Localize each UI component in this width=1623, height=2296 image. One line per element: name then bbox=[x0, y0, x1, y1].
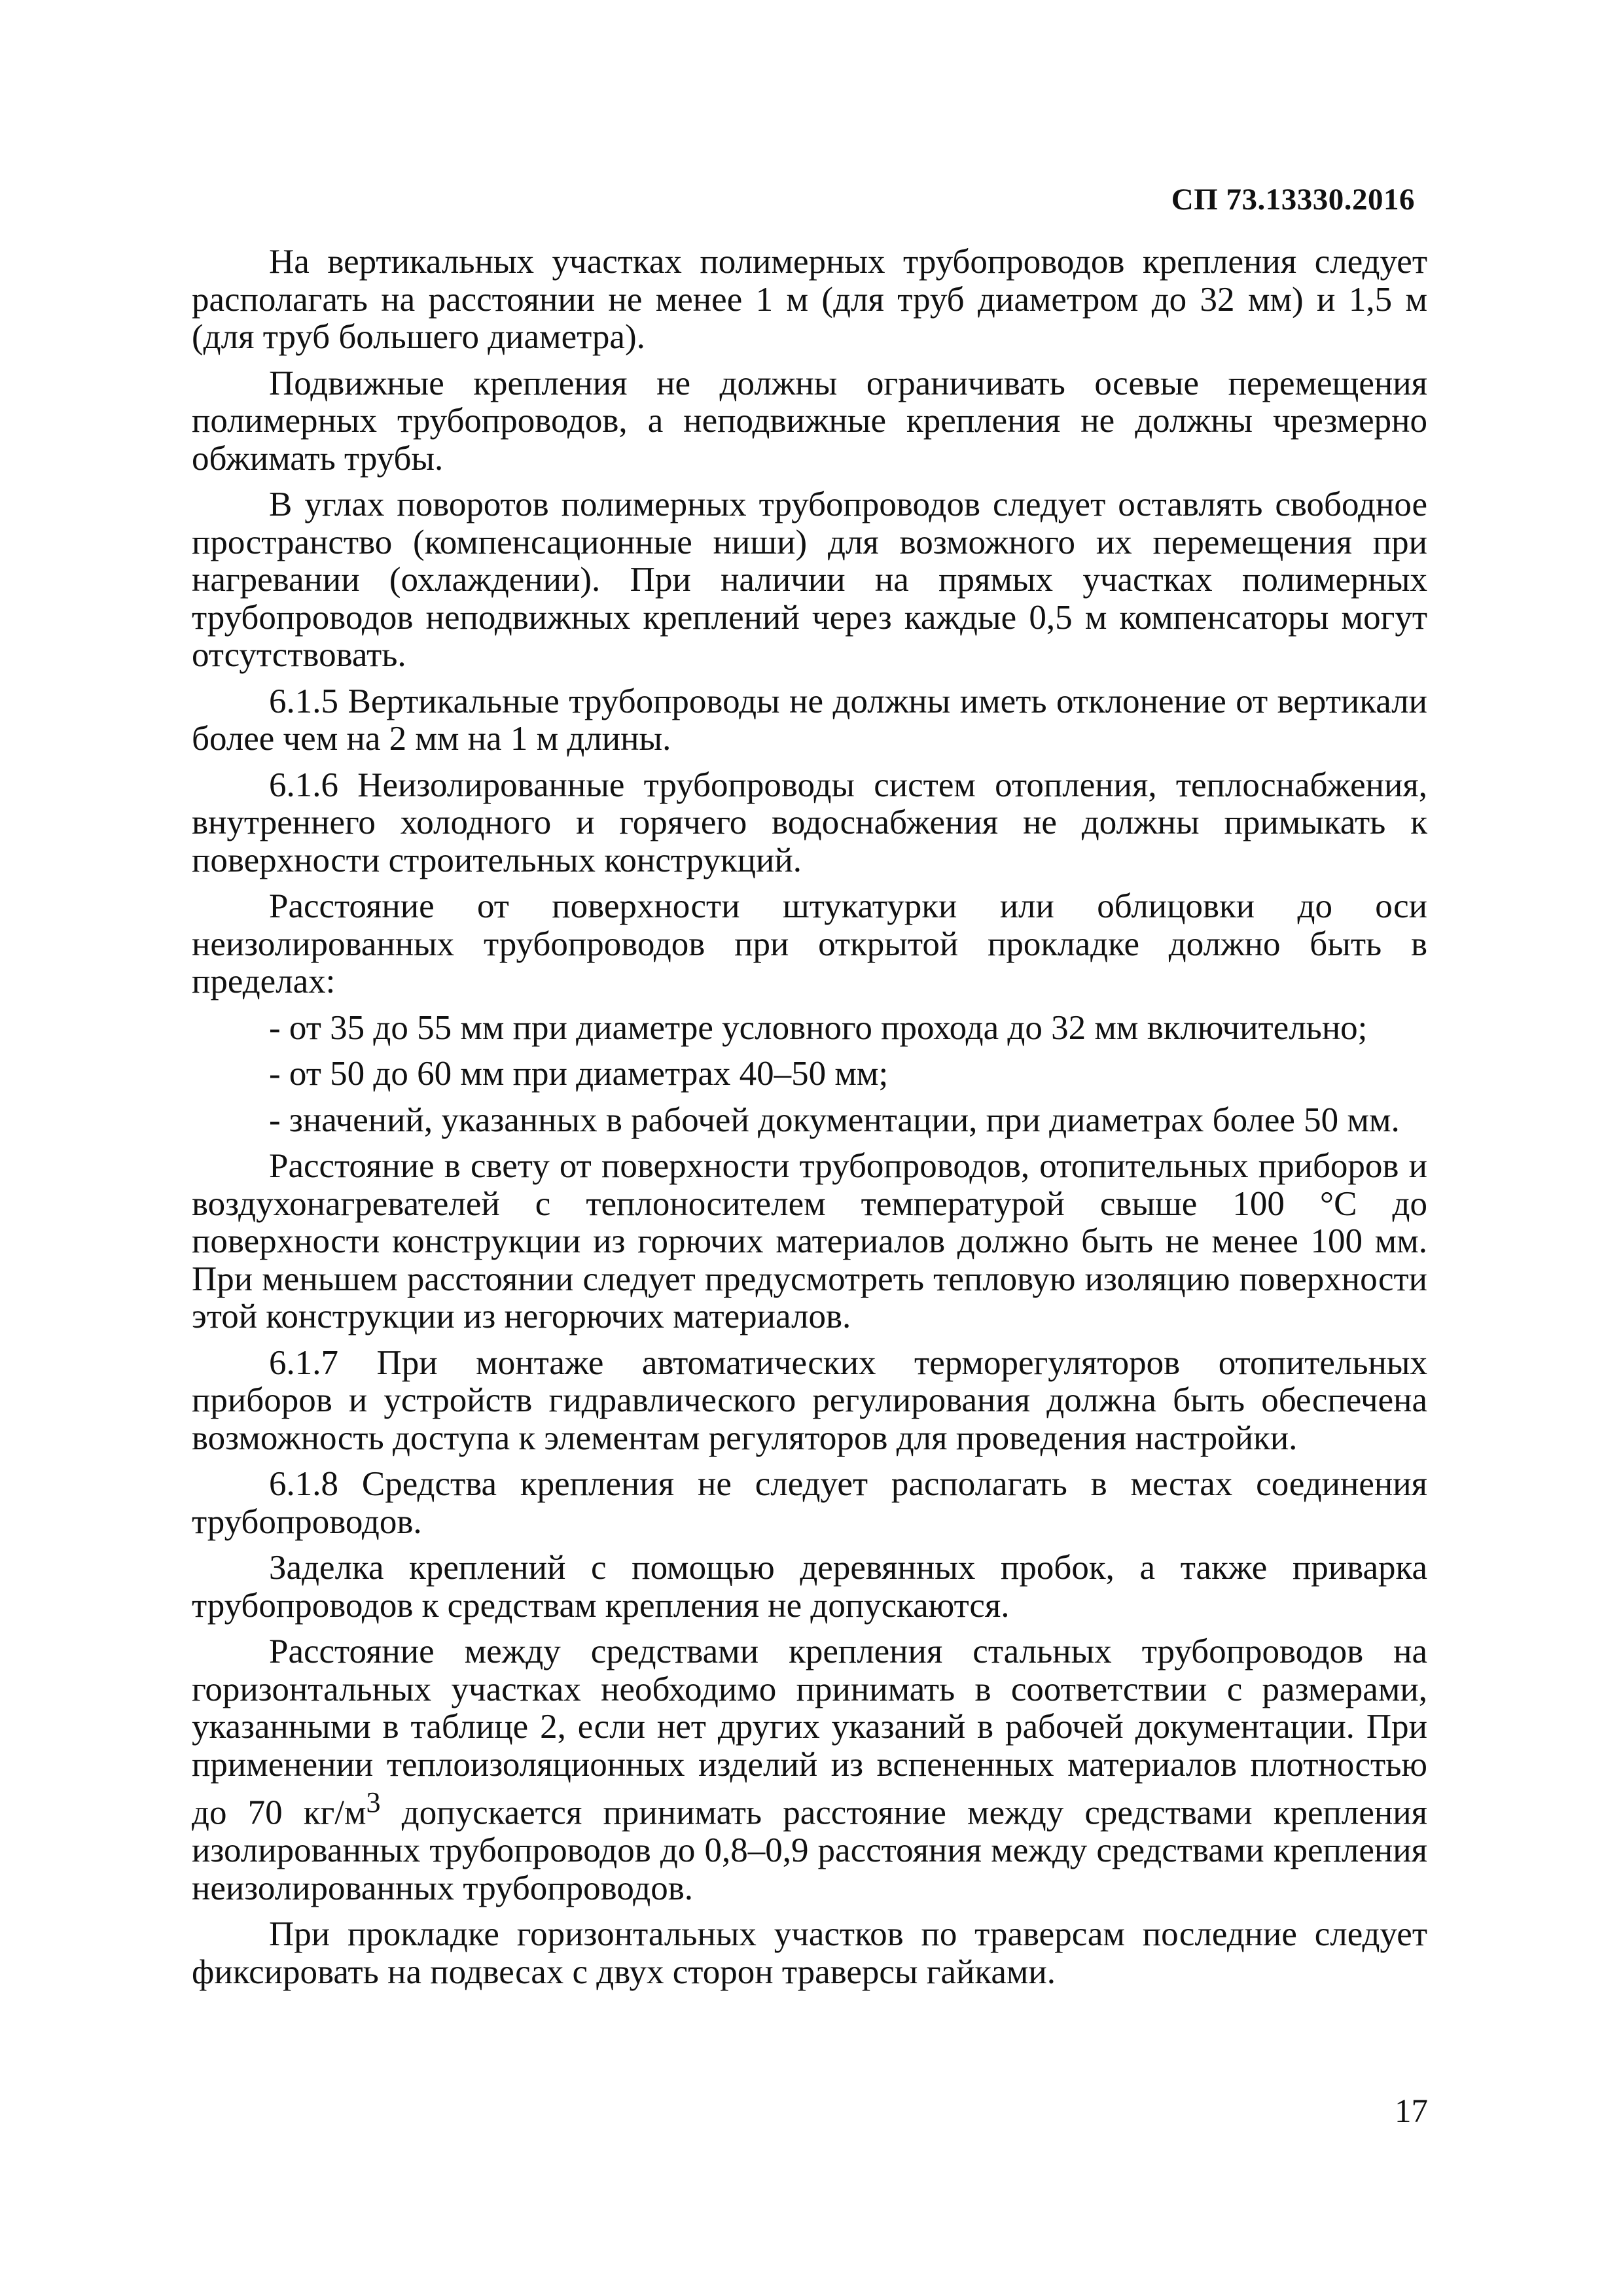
document-code: СП 73.13330.2016 bbox=[1171, 183, 1415, 217]
paragraph: 6.1.8 Средства крепления не следует располагать в местах соединения трубопроводов. bbox=[192, 1465, 1427, 1541]
paragraph-text-start: Расстояние между средствами крепления стальных трубопроводов на горизонтальных участках необходимо принимать в соответствии с размерами, указанными в таблице 2, если нет других указаний в рабочей документации. При применении теплоизоляционных изделий из вспененных материалов плотностью до 70 кг/м bbox=[192, 1633, 1427, 1832]
body-text bbox=[192, 243, 1427, 1991]
paragraph: Расстояние в свету от поверхности трубопроводов, отопительных приборов и воздухонагревателей с теплоносителем температурой свыше 100 °С до поверхности конструкции из горючих материалов должно быть не менее 100 мм. При меньшем расстоянии следует предусмотреть тепловую изоляцию поверхности этой конструкции из негорючих материалов. bbox=[192, 1147, 1427, 1335]
paragraph: Заделка креплений с помощью деревянных пробок, а также приварка трубопроводов к средствам крепления не допускаются. bbox=[192, 1549, 1427, 1625]
paragraph: 6.1.6 Неизолированные трубопроводы систем отопления, теплоснабжения, внутреннего холодного и горячего водоснабжения не должны примыкать к поверхности строительных конструкций. bbox=[192, 766, 1427, 879]
paragraph: 6.1.7 При монтаже автоматических терморегуляторов отопительных приборов и устройств гидравлического регулирования должна быть обеспечена возможность доступа к элементам регуляторов для проведения настройки. bbox=[192, 1343, 1427, 1457]
list-item: - значений, указанных в рабочей документации, при диаметрах более 50 мм. bbox=[269, 1101, 1400, 1139]
page-number: 17 bbox=[1395, 2093, 1428, 2130]
paragraph: 6.1.5 Вертикальные трубопроводы не должны иметь отклонение от вертикали более чем на 2 мм на 1 м длины. bbox=[192, 682, 1427, 758]
list-item: - от 50 до 60 мм при диаметрах 40–50 мм; bbox=[269, 1055, 889, 1093]
paragraph: Подвижные крепления не должны ограничивать осевые перемещения полимерных трубопроводов, а неподвижные крепления не должны чрезмерно обжимать трубы. bbox=[192, 364, 1427, 478]
paragraph: Расстояние от поверхности штукатурки или облицовки до оси неизолированных трубопроводов при открытой прокладке должно быть в пределах: bbox=[192, 887, 1427, 1000]
paragraph bbox=[192, 1633, 1427, 1907]
paragraph: В углах поворотов полимерных трубопроводов следует оставлять свободное пространство (компенсационные ниши) для возможного их перемещения при нагревании (охлаждении). При наличии на прямых участках полимерных трубопроводов неподвижных креплений через каждые 0,5 м компенсаторы могут отсутствовать. bbox=[192, 486, 1427, 674]
list-item: - от 35 до 55 мм при диаметре условного прохода до 32 мм включительно; bbox=[269, 1008, 1368, 1047]
unit-superscript: 3 bbox=[366, 1786, 381, 1818]
paragraph: При прокладке горизонтальных участков по траверсам последние следует фиксировать на подвесах с двух сторон траверсы гайками. bbox=[192, 1915, 1427, 1991]
paragraph: На вертикальных участках полимерных трубопроводов крепления следует располагать на расстоянии не менее 1 м (для труб диаметром до 32 мм) и 1,5 м (для труб большего диаметра). bbox=[192, 243, 1427, 356]
paragraph-text-end: допускается принимать расстояние между средствами крепления изолированных трубопроводов до 0,8–0,9 расстояния между средствами крепления неизолированных трубопроводов. bbox=[192, 1793, 1427, 1907]
